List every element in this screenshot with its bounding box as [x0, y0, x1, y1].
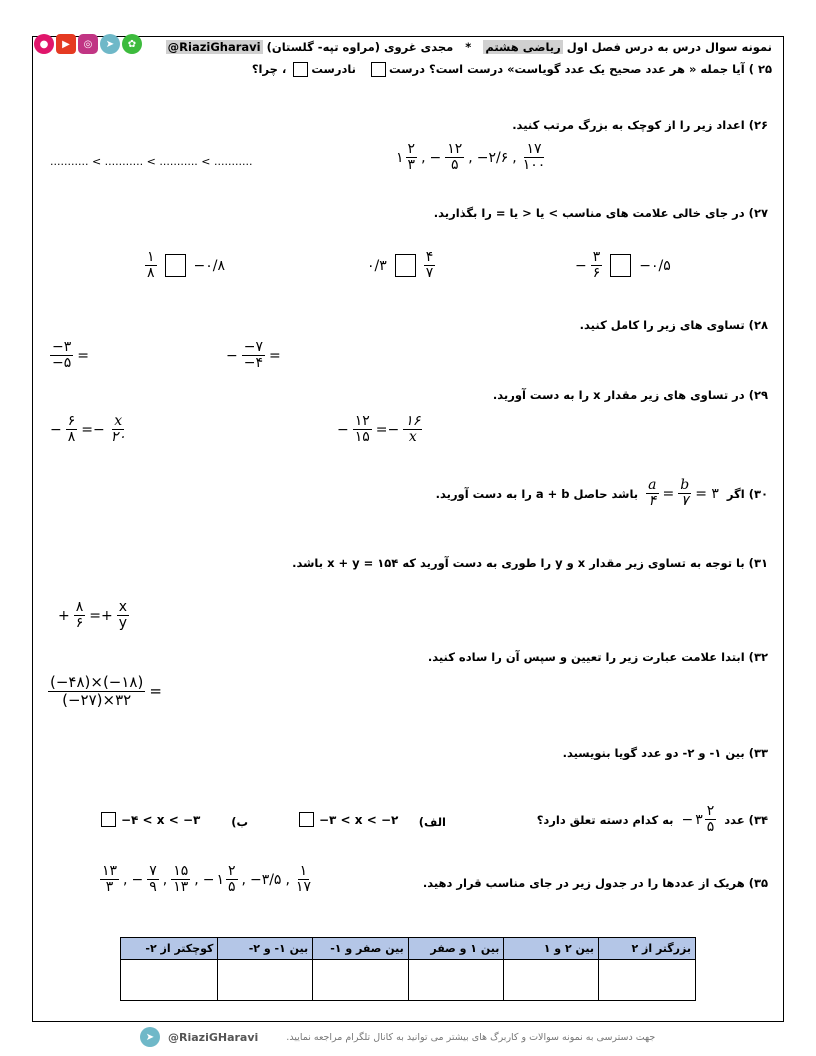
math-token: =	[268, 347, 281, 364]
q31-equation	[56, 600, 131, 632]
numerator: ۲	[706, 803, 715, 819]
q34-option-b-label: ب)	[231, 815, 248, 829]
fraction	[226, 864, 238, 896]
q34	[537, 804, 768, 836]
table-header-row	[121, 938, 696, 960]
fraction	[147, 864, 159, 896]
denominator: −۵	[52, 355, 72, 372]
numerator: (−۴۸)×(−۱۸)	[50, 673, 144, 691]
math-token: −۰/۵	[639, 257, 671, 274]
q25	[252, 62, 772, 77]
q29-equation-1	[48, 414, 130, 446]
denominator: ۴	[648, 493, 657, 510]
q28-equation-1	[48, 340, 91, 372]
table-cell[interactable]	[218, 960, 313, 1001]
denominator: ۱۷	[295, 879, 311, 896]
fraction	[171, 864, 190, 896]
numerator: x	[114, 413, 123, 429]
numerator: ۱۶	[405, 413, 421, 429]
fraction	[678, 478, 691, 510]
denominator: ۵	[706, 819, 715, 836]
answer-box[interactable]	[165, 254, 186, 277]
q29-text: ۲۹) در تساوی های زیر مقدار x را به دست آورید.	[492, 388, 768, 402]
denominator: ۳	[407, 157, 416, 174]
answer-box[interactable]	[395, 254, 416, 277]
math-token: =+	[89, 607, 113, 624]
math-token: −۰/۸	[193, 257, 226, 274]
q32-text: ۳۲) ابتدا علامت عبارت زیر را تعیین و سپس آن را ساده کنید.	[427, 650, 768, 664]
denominator: ۲۰	[110, 429, 126, 446]
header-star: *	[465, 40, 472, 54]
column-header: بین صفر و ۱-	[313, 938, 409, 960]
numerator: ۱	[147, 249, 155, 265]
true-checkbox[interactable]	[371, 62, 386, 77]
q25-text: ۲۵ ) آیا جمله « هر عدد صحیح یک عدد گویاست» درست است؟ درست	[389, 62, 772, 76]
column-header: کوچکتر از ۲-	[121, 938, 218, 960]
math-token: ,	[162, 871, 168, 888]
gap-icon[interactable]: ✿	[122, 34, 142, 54]
math-token: =−	[81, 421, 105, 438]
numerator: ۳	[592, 249, 601, 265]
numerator: ۸	[75, 599, 84, 615]
math-token: −۲/۶	[476, 149, 509, 166]
footer-handle[interactable]: @RiaziGHaravi	[168, 1030, 259, 1044]
numerator: ۲	[407, 141, 416, 157]
mixed-whole: ۱	[216, 871, 224, 888]
q27-text: ۲۷) در جای خالی علامت های مناسب > یا < یا = را بگذارید.	[433, 206, 768, 220]
math-token: =−	[375, 421, 400, 438]
header-author: مجدی غروی (مراوه تپه- گلستان)	[266, 40, 454, 54]
column-header: بین ۱- و ۲-	[218, 938, 313, 960]
table-cell[interactable]	[504, 960, 599, 1001]
q29-equation-2	[335, 414, 424, 446]
q32-expression	[46, 674, 164, 708]
math-token: −	[131, 871, 144, 888]
column-header: بین ۲ و ۱	[504, 938, 599, 960]
q25-why: ، چرا؟	[251, 62, 287, 76]
math-token: ,	[241, 871, 246, 888]
false-checkbox[interactable]	[293, 62, 308, 77]
answer-box[interactable]	[299, 812, 314, 827]
q30-equation	[644, 478, 721, 510]
denominator: ۸	[67, 429, 76, 446]
numerator: ۱۲	[354, 413, 370, 429]
telegram-icon[interactable]: ➤	[140, 1027, 160, 1047]
math-token: ,	[285, 871, 290, 888]
instagram-icon[interactable]: ◎	[78, 34, 98, 54]
telegram-icon[interactable]: ➤	[100, 34, 120, 54]
math-token: −	[429, 149, 442, 166]
denominator: y	[118, 615, 128, 632]
header-handle: @RiaziGharavi	[167, 40, 261, 54]
math-token: ,	[468, 149, 473, 166]
denominator: ۷	[680, 493, 689, 510]
math-token: =	[149, 682, 162, 700]
fraction	[66, 414, 78, 446]
footer	[140, 1027, 680, 1047]
fraction	[74, 600, 86, 632]
denominator: ۳	[105, 879, 114, 896]
table-row	[121, 960, 696, 1001]
fraction	[294, 864, 313, 896]
table-cell[interactable]	[121, 960, 218, 1001]
numerator: x	[118, 599, 128, 615]
math-token: ,	[512, 149, 517, 166]
denominator: ۱۰۰	[522, 157, 546, 174]
header-subject: ریاضی هشتم	[485, 40, 561, 54]
denominator: ۶	[592, 265, 601, 282]
q26-text: ۲۶) اعداد زیر را از کوچک به بزرگ مرتب کنید.	[512, 118, 768, 132]
fraction	[353, 414, 372, 446]
fraction	[109, 414, 128, 446]
q28-equation-2	[224, 340, 283, 372]
numerator: ۱۷	[526, 141, 542, 157]
math-token: = ۳	[695, 485, 719, 502]
fraction	[646, 478, 658, 510]
q28-text: ۲۸) تساوی های زیر را کامل کنید.	[579, 318, 768, 332]
numerator: ۱	[299, 863, 308, 879]
math-token: −	[226, 347, 238, 364]
header	[166, 40, 772, 54]
q34-option-a	[296, 812, 400, 827]
fraction	[591, 250, 603, 282]
q30-prefix: ۳۰) اگر	[726, 486, 768, 501]
denominator: ۱۳	[173, 879, 189, 896]
math-token: −۳/۵	[249, 871, 282, 888]
denominator: x	[408, 429, 417, 446]
column-header: بین ۱ و صفر	[408, 938, 504, 960]
q34-suffix: به کدام دسته تعلق دارد؟	[536, 812, 674, 827]
math-token: ۰/۳	[367, 257, 387, 274]
numerator: ۱۳	[102, 863, 118, 879]
q34-prefix: ۳۴) عدد	[724, 812, 768, 827]
q31-text: ۳۱) با توجه به تساوی زیر مقدار x و y را طوری به دست آورید که x + y = ۱۵۴ باشد.	[292, 556, 768, 570]
q27-compare-1	[143, 250, 227, 282]
math-token: −	[202, 871, 215, 888]
math-token: =	[662, 485, 675, 502]
denominator: ۸	[147, 265, 155, 282]
numerator: ۱۵	[173, 863, 189, 879]
youtube-icon[interactable]: ▶	[56, 34, 76, 54]
fraction	[403, 414, 422, 446]
math-token: =	[77, 347, 89, 364]
mixed-whole: ۳	[695, 811, 703, 828]
denominator: ۵	[227, 879, 236, 896]
fraction	[424, 250, 436, 282]
fraction	[705, 804, 717, 836]
numerator: ۷	[149, 863, 157, 879]
math-token: −۴ < x < −۳	[121, 812, 201, 827]
q26-answer-blanks: ........... < ........... < ........... < ...........	[50, 155, 253, 168]
denominator: (−۲۷)×۳۲	[62, 690, 132, 709]
q35-numbers	[98, 864, 315, 896]
table-cell[interactable]	[313, 960, 409, 1001]
answer-box[interactable]	[610, 254, 631, 277]
math-token: −	[50, 421, 62, 438]
numerator: −۳	[52, 339, 72, 355]
fraction	[242, 340, 265, 372]
fraction	[50, 340, 73, 372]
q27-compare-3	[573, 250, 673, 282]
math-token: ,	[123, 871, 128, 888]
column-header: بزرگتر از ۲	[599, 938, 696, 960]
fraction	[145, 250, 157, 282]
numerator: ۲	[227, 863, 236, 879]
denominator: −۴	[243, 355, 263, 372]
q34-option-a-label: الف)	[418, 815, 446, 829]
numerator: a	[648, 477, 657, 493]
fraction	[445, 142, 464, 174]
q33-text: ۳۳) بین ۱- و ۲- دو عدد گویا بنویسید.	[562, 746, 768, 760]
q35-text: ۳۵) هریک از عددها را در جدول زیر در جای مناسب قرار دهید.	[422, 876, 768, 890]
fraction	[48, 674, 145, 708]
q30	[436, 478, 768, 510]
math-token: +	[58, 607, 70, 624]
answer-box[interactable]	[101, 812, 116, 827]
footer-text: جهت دسترسی به نمونه سوالات و کاربرگ های بیشتر می توانید به کانال تلگرام مراجعه نمایید.	[286, 1031, 656, 1043]
q34-option-b	[98, 812, 202, 827]
aparat-icon[interactable]: ●	[34, 34, 54, 54]
social-icons	[34, 34, 142, 54]
math-token: ,	[194, 871, 199, 888]
q26-numbers	[396, 142, 549, 174]
q34-number	[679, 804, 718, 836]
math-token: −	[681, 811, 694, 828]
fraction	[521, 142, 548, 174]
fraction	[100, 864, 119, 896]
fraction	[406, 142, 418, 174]
q25-wrong-label: نادرست	[311, 62, 356, 76]
mixed-whole: ۱	[396, 149, 404, 166]
q27-compare-2	[365, 250, 437, 282]
numerator: −۷	[243, 339, 263, 355]
header-title: نمونه سوال درس به درس فصل اول	[566, 40, 772, 54]
math-token: −۳ < x < −۲	[319, 812, 399, 827]
math-token: −	[337, 421, 349, 438]
denominator: ۱۵	[354, 429, 370, 446]
q35-table	[120, 937, 696, 1001]
fraction	[117, 600, 129, 632]
denominator: ۶	[75, 615, 84, 632]
math-token: −	[575, 257, 587, 274]
numerator: b	[680, 477, 690, 493]
numerator: ۶	[67, 413, 76, 429]
denominator: ۹	[149, 879, 157, 896]
math-token: ,	[421, 149, 426, 166]
numerator: ۱۲	[447, 141, 463, 157]
denominator: ۵	[451, 157, 459, 174]
table-cell[interactable]	[408, 960, 504, 1001]
numerator: ۴	[425, 249, 434, 265]
q30-suffix: باشد حاصل a + b را به دست آورید.	[435, 486, 639, 501]
denominator: ۷	[425, 265, 434, 282]
table-cell[interactable]	[599, 960, 696, 1001]
